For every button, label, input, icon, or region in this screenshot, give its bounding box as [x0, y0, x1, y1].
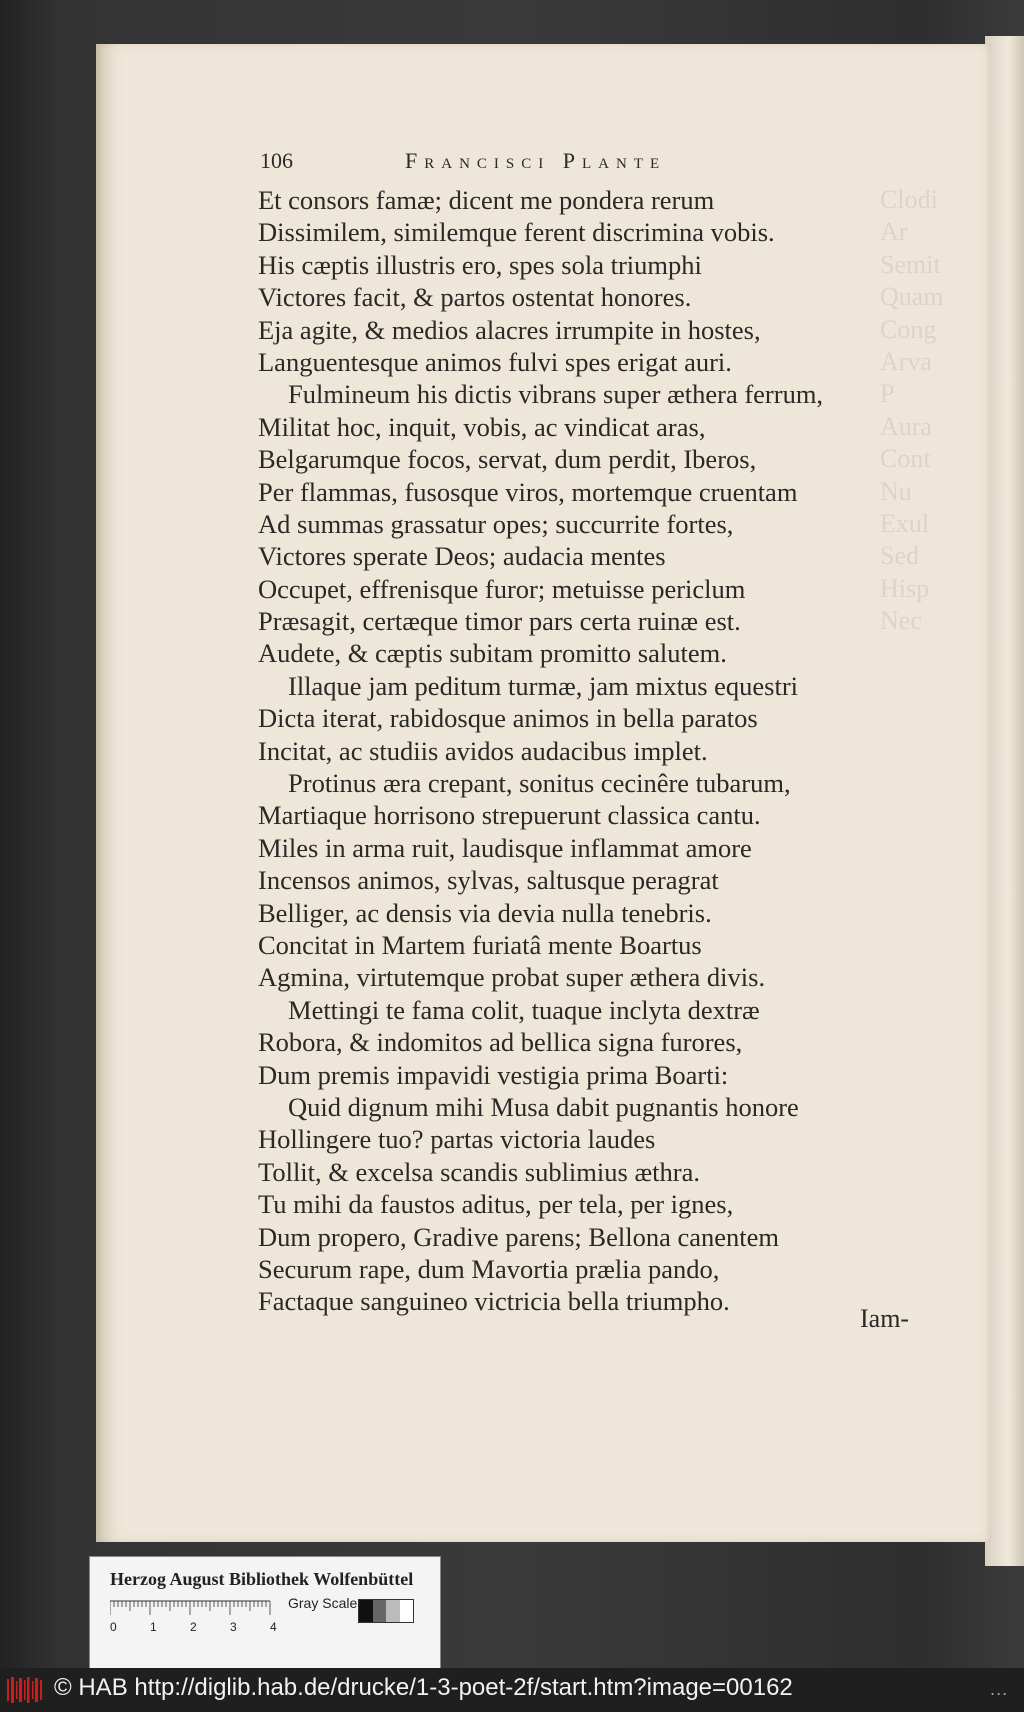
verse-line: Eja agite, & medios alacres irrumpite in hostes, [258, 314, 761, 345]
catchword: Iam- [860, 1304, 910, 1333]
page-header: Francisci Plante [405, 148, 667, 173]
verse-line: Dissimilem, similemque ferent discrimina vobis. [258, 217, 775, 248]
verse-line: Miles in arma ruit, laudisque inflammat amore [258, 832, 752, 863]
verse-line: Quid dignum mihi Musa dabit pugnantis honore [288, 1091, 799, 1122]
verse-line: Victores facit, & partos ostentat honores. [258, 282, 692, 313]
page-number: 106 [260, 148, 293, 173]
verse-line: Occupet, effrenisque furor; metuisse periclum [258, 573, 746, 604]
verse-line: Tollit, & excelsa scandis sublimius æthra. [258, 1156, 700, 1187]
library-label-card [89, 1556, 441, 1670]
ruler-label: 3 [230, 1620, 237, 1634]
verse-block [258, 184, 938, 1318]
verse-line: Dicta iterat, rabidosque animos in bella paratos [258, 703, 758, 734]
verse-line: Hollingere tuo? partas victoria laudes [258, 1124, 656, 1155]
verse-line: Præsagit, certæque timor pars certa ruinæ est. [258, 606, 741, 637]
verse-line: Robora, & indomitos ad bellica signa furores, [258, 1027, 743, 1058]
footer-bar [0, 1668, 1024, 1712]
ruler-label: 4 [270, 1620, 277, 1634]
gray-scale-label: Gray Scale [288, 1595, 358, 1611]
verse-line: Protinus æra crepant, sonitus cecinêre tubarum, [288, 768, 791, 799]
verse-line: His cæptis illustris ero, spes sola triumphi [258, 249, 702, 280]
measurement-ruler [110, 1599, 280, 1635]
library-name: Herzog August Bibliothek Wolfenbüttel [110, 1569, 414, 1589]
verse-line: Belgarumque focos, servat, dum perdit, Iberos, [258, 444, 757, 475]
verse-line: Mettingi te fama colit, tuaque inclyta dextræ [288, 994, 760, 1025]
verse-line: Tu mihi da faustos aditus, per tela, per ignes, [258, 1189, 734, 1220]
verse-line: Victores sperate Deos; audacia mentes [258, 541, 666, 572]
verse-line: Dum premis impavidi vestigia prima Boarti: [258, 1059, 729, 1090]
verse-line: Incitat, ac studiis avidos audacibus implet. [258, 735, 708, 766]
verse-line: Audete, & cæptis subitam promitto salutem. [258, 638, 727, 669]
hab-barcode-logo-icon [6, 1675, 46, 1705]
verse-line: Languentesque animos fulvi spes erigat auri. [258, 346, 732, 377]
verse-line: Concitat in Martem furiatâ mente Boartus [258, 929, 702, 960]
ruler-label: 1 [150, 1620, 157, 1634]
more-icon[interactable]: ... [990, 1680, 1009, 1699]
ruler-label: 2 [190, 1620, 197, 1634]
ruler-label: 0 [110, 1620, 117, 1634]
verse-line: Militat hoc, inquit, vobis, ac vindicat aras, [258, 411, 706, 442]
bleed-through-text: Clodi Ar Semit Quam Cong Arva P Aura Cont Nu Exul Sed Hisp Nec [880, 185, 944, 636]
copyright-link[interactable]: © HAB http://diglib.hab.de/drucke/1-3-poet-2f/start.htm?image=00162 [54, 1674, 793, 1701]
gray-scale-swatch [358, 1599, 414, 1623]
verse-line: Ad summas grassatur opes; succurrite fortes, [258, 508, 734, 539]
verse-line: Agmina, virtutemque probat super æthera divis. [258, 962, 766, 993]
verse-line: Fulmineum his dictis vibrans super æthera ferrum, [288, 379, 824, 410]
verse-line: Illaque jam peditum turmæ, jam mixtus equestri [288, 670, 799, 701]
running-head [260, 148, 780, 178]
verse-line: Dum propero, Gradive parens; Bellona canentem [258, 1221, 779, 1252]
verse-line: Per flammas, fusosque viros, mortemque cruentam [258, 476, 798, 507]
verse-line: Incensos animos, sylvas, saltusque peragrat [258, 865, 719, 896]
verse-line: Belliger, ac densis via devia nulla tenebris. [258, 897, 712, 928]
verse-line: Et consors famæ; dicent me pondera rerum [258, 185, 715, 215]
verse-line: Factaque sanguineo victricia bella triumpho. [258, 1286, 730, 1317]
verse-line: Martiaque horrisono strepuerunt classica cantu. [258, 800, 761, 831]
verse-line: Securum rape, dum Mavortia prælia pando, [258, 1253, 720, 1284]
